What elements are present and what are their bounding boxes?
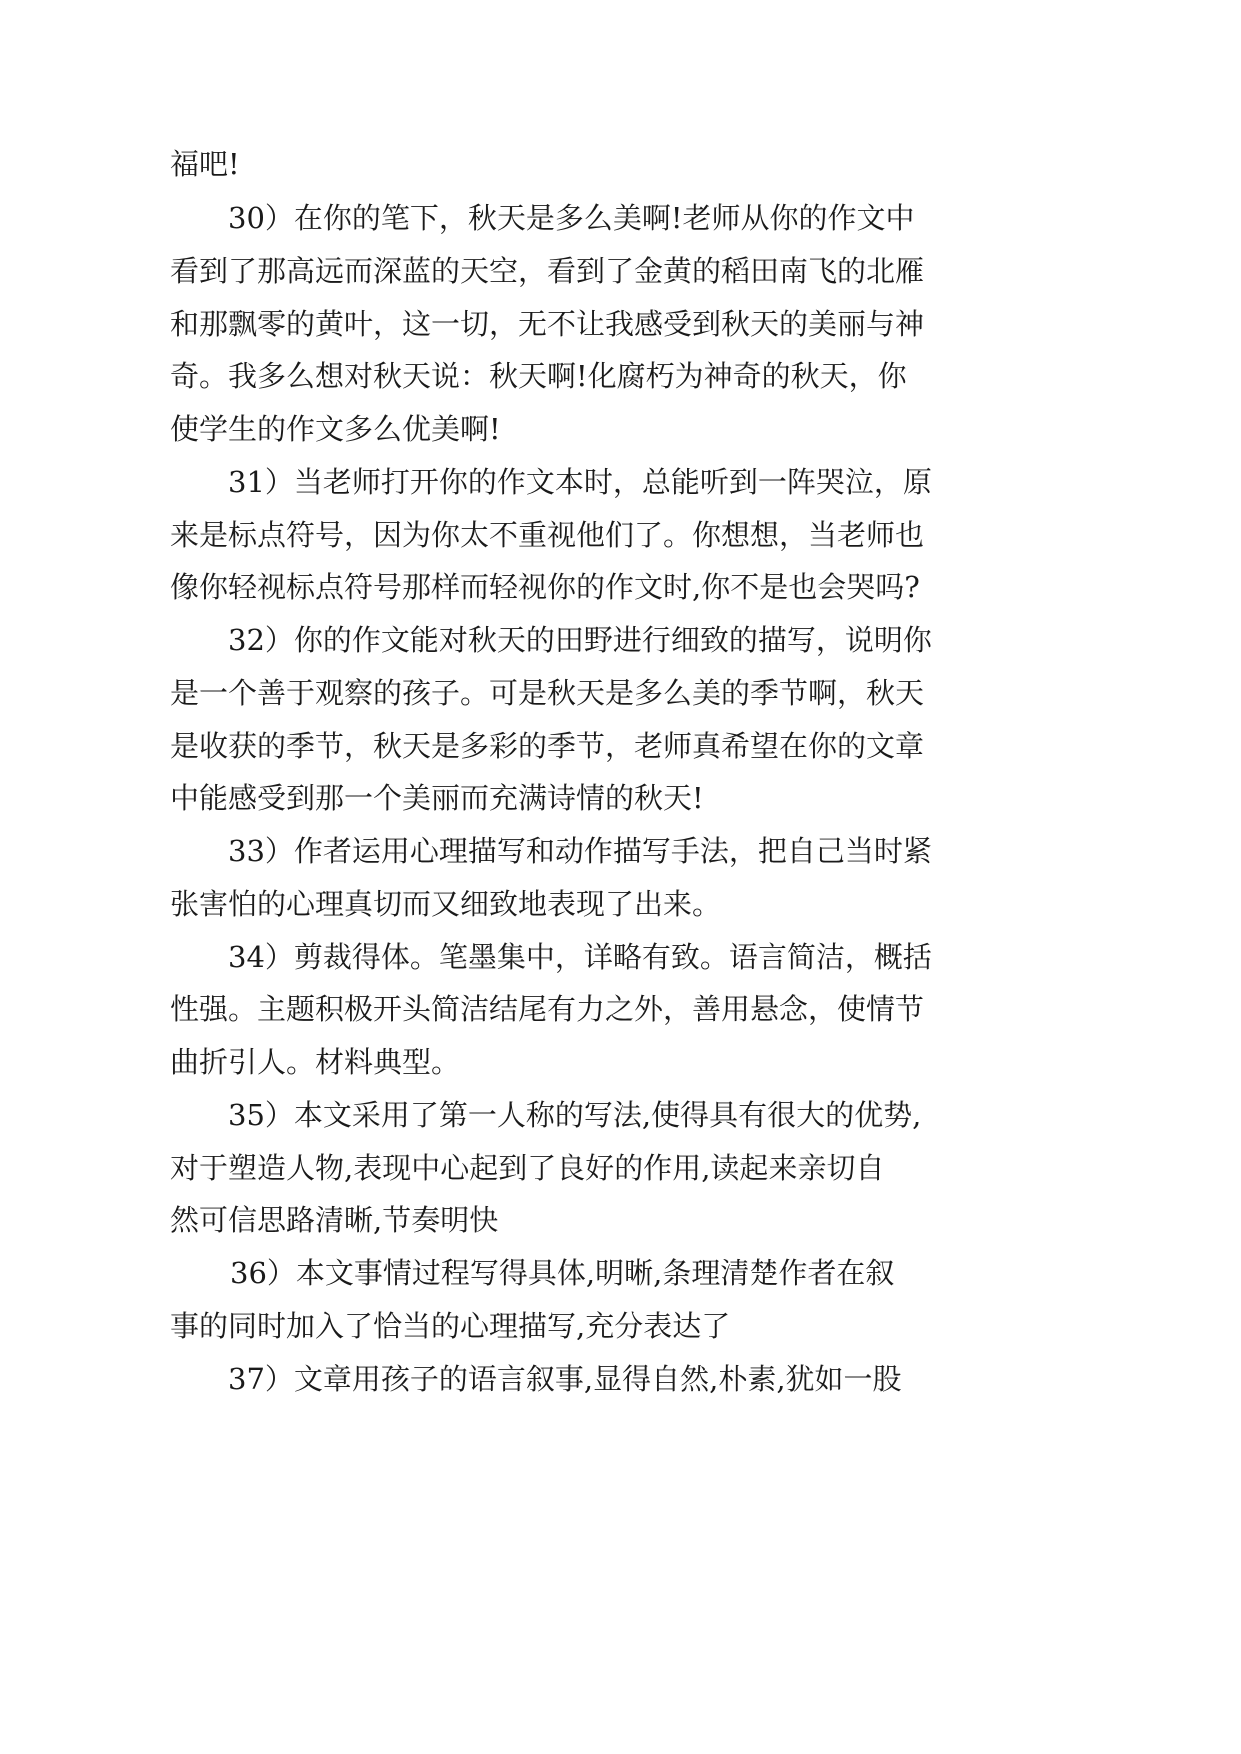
text-line xyxy=(0,140,1241,188)
line-text: 和那飘零的黄叶，这一切，无不让我感受到秋天的美丽与神 xyxy=(170,307,925,341)
line-text: 对于塑造人物,表现中心起到了良好的作用,读起来亲切自 xyxy=(170,1151,885,1185)
text-line xyxy=(0,300,1241,348)
line-text: 事的同时加入了恰当的心理描写,充分表达了 xyxy=(170,1309,731,1343)
line-text: 性强。主题积极开头简洁结尾有力之外，善用悬念，使情节 xyxy=(170,992,925,1026)
text-line xyxy=(0,1302,1241,1350)
text-line xyxy=(0,669,1241,717)
line-text: 来是标点符号，因为你太不重视他们了。你想想，当老师也 xyxy=(170,518,925,552)
line-text: 奇。我多么想对秋天说：秋天啊!化腐朽为神奇的秋天，你 xyxy=(170,359,907,393)
line-text: 曲折引人。材料典型。 xyxy=(170,1045,461,1079)
line-text: 36）本文事情过程写得具体,明晰,条理清楚作者在叙 xyxy=(230,1256,895,1290)
line-text: 看到了那高远而深蓝的天空，看到了金黄的稻田南飞的北雁 xyxy=(170,254,925,288)
line-text: 是收获的季节，秋天是多彩的季节，老师真希望在你的文章 xyxy=(170,729,925,763)
text-line xyxy=(0,247,1241,295)
line-text: 使学生的作文多么优美啊! xyxy=(170,412,501,446)
line-text: 33）作者运用心理描写和动作描写手法，把自己当时紧 xyxy=(228,834,932,868)
text-line xyxy=(0,985,1241,1033)
line-text: 32）你的作文能对秋天的田野进行细致的描写，说明你 xyxy=(228,623,932,657)
text-line xyxy=(0,1091,1241,1139)
text-line xyxy=(0,933,1241,981)
text-line xyxy=(0,352,1241,400)
text-line xyxy=(0,774,1241,822)
line-text: 然可信思路清晰,节奏明快 xyxy=(170,1203,499,1237)
text-line xyxy=(0,1038,1241,1086)
text-line xyxy=(0,458,1241,506)
text-line xyxy=(0,194,1241,242)
text-line xyxy=(0,1196,1241,1244)
line-text: 张害怕的心理真切而又细致地表现了出来。 xyxy=(170,887,722,921)
text-line xyxy=(0,616,1241,664)
line-text: 31）当老师打开你的作文本时，总能听到一阵哭泣，原 xyxy=(228,465,932,499)
line-text: 是一个善于观察的孩子。可是秋天是多么美的季节啊，秋天 xyxy=(170,676,925,710)
text-line xyxy=(0,722,1241,770)
line-text: 37）文章用孩子的语言叙事,显得自然,朴素,犹如一股 xyxy=(228,1362,902,1396)
line-text: 福吧! xyxy=(170,147,240,181)
text-line xyxy=(0,405,1241,453)
text-line xyxy=(0,1144,1241,1192)
text-line xyxy=(0,1249,1241,1297)
line-text: 30）在你的笔下，秋天是多么美啊!老师从你的作文中 xyxy=(228,201,915,235)
line-text: 34）剪裁得体。笔墨集中，详略有致。语言简洁，概括 xyxy=(228,940,932,974)
text-line xyxy=(0,827,1241,875)
line-text: 中能感受到那一个美丽而充满诗情的秋天! xyxy=(170,781,704,815)
text-line xyxy=(0,1355,1241,1403)
line-text: 像你轻视标点符号那样而轻视你的作文时,你不是也会哭吗? xyxy=(170,570,920,604)
text-line xyxy=(0,880,1241,928)
text-line xyxy=(0,511,1241,559)
text-line xyxy=(0,563,1241,611)
line-text: 35）本文采用了第一人称的写法,使得具有很大的优势, xyxy=(228,1098,922,1132)
